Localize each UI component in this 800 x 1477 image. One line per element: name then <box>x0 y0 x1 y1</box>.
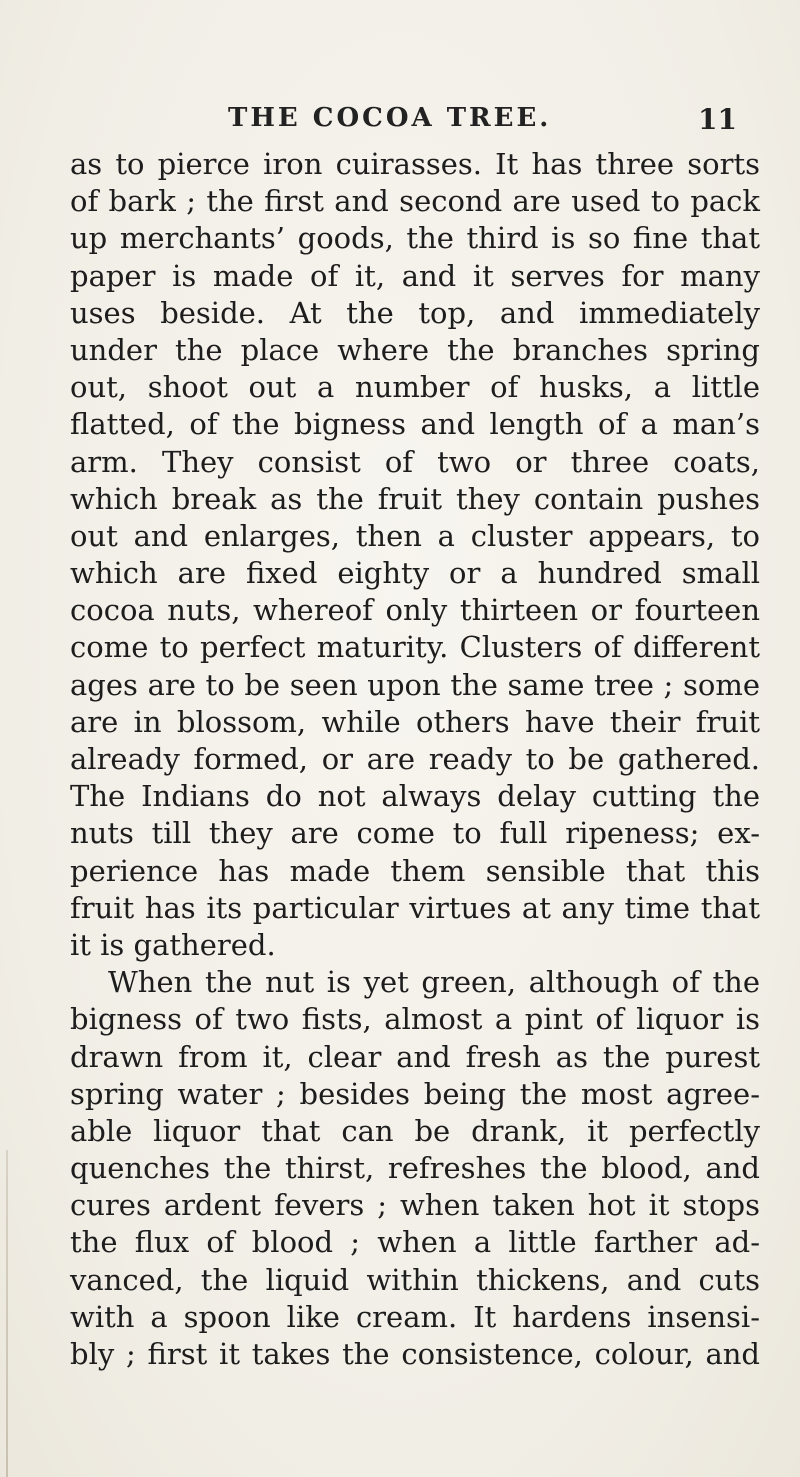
text-line: cocoa nuts, whereof only thirteen or fourteen <box>70 593 760 628</box>
text-line: paper is made of it, and it serves for many <box>70 258 760 293</box>
text-line: come to perfect maturity. Clusters of different <box>70 630 760 665</box>
text-line: out, shoot out a number of husks, a little <box>70 370 760 405</box>
text-line: fruit has its particular virtues at any time that <box>70 890 760 925</box>
text-line: quenches the thirst, refreshes the blood, and <box>70 1151 760 1186</box>
text-line: up merchants’ goods, the third is so fine that <box>70 221 760 256</box>
text-line: When the nut is yet green, although of the <box>108 965 760 1000</box>
text-line: bly ; first it takes the consistence, colour, and <box>70 1337 760 1371</box>
text-line: vanced, the liquid within thickens, and cuts <box>70 1262 760 1297</box>
text-line: with a spoon like cream. It hardens insensi- <box>70 1299 760 1334</box>
text-line: nuts till they are come to full ripeness; ex- <box>70 816 760 851</box>
text-line: are in blossom, while others have their fruit <box>70 704 760 739</box>
page-edge-shadow <box>6 1150 8 1477</box>
text-line: the flux of blood ; when a little farther ad- <box>70 1225 760 1260</box>
text-line: cures ardent fevers ; when taken hot it stops <box>70 1188 760 1223</box>
text-line: which break as the fruit they contain pushes <box>70 481 760 516</box>
text-line: it is gathered. <box>70 927 276 962</box>
text-line: able liquor that can be drank, it perfectly <box>70 1113 760 1148</box>
text-line: perience has made them sensible that this <box>70 853 760 888</box>
text-line: The Indians do not always delay cutting the <box>70 779 760 814</box>
body-text <box>70 146 760 1373</box>
running-title: THE COCOA TREE. <box>228 103 552 133</box>
text-line: already formed, or are ready to be gathered. <box>70 742 760 776</box>
text-line: flatted, of the bigness and length of a man’s <box>70 407 760 442</box>
page-header <box>0 103 800 143</box>
text-line: under the place where the branches spring <box>70 332 760 367</box>
text-line: arm. They consist of two or three coats, <box>70 444 760 479</box>
text-line: as to pierce iron cuirasses. It has three sorts <box>70 147 760 181</box>
text-line: ages are to be seen upon the same tree ; some <box>70 667 760 702</box>
text-line: uses beside. At the top, and immediately <box>70 295 760 330</box>
text-line: of bark ; the first and second are used to pack <box>70 184 760 219</box>
text-line: spring water ; besides being the most agree- <box>70 1076 760 1111</box>
text-line: which are fixed eighty or a hundred small <box>70 556 760 591</box>
page-number: 11 <box>698 103 737 136</box>
text-line: bigness of two fists, almost a pint of liquor is <box>70 1002 760 1037</box>
text-line: out and enlarges, then a cluster appears, to <box>70 518 760 553</box>
text-line: drawn from it, clear and fresh as the purest <box>70 1039 760 1074</box>
